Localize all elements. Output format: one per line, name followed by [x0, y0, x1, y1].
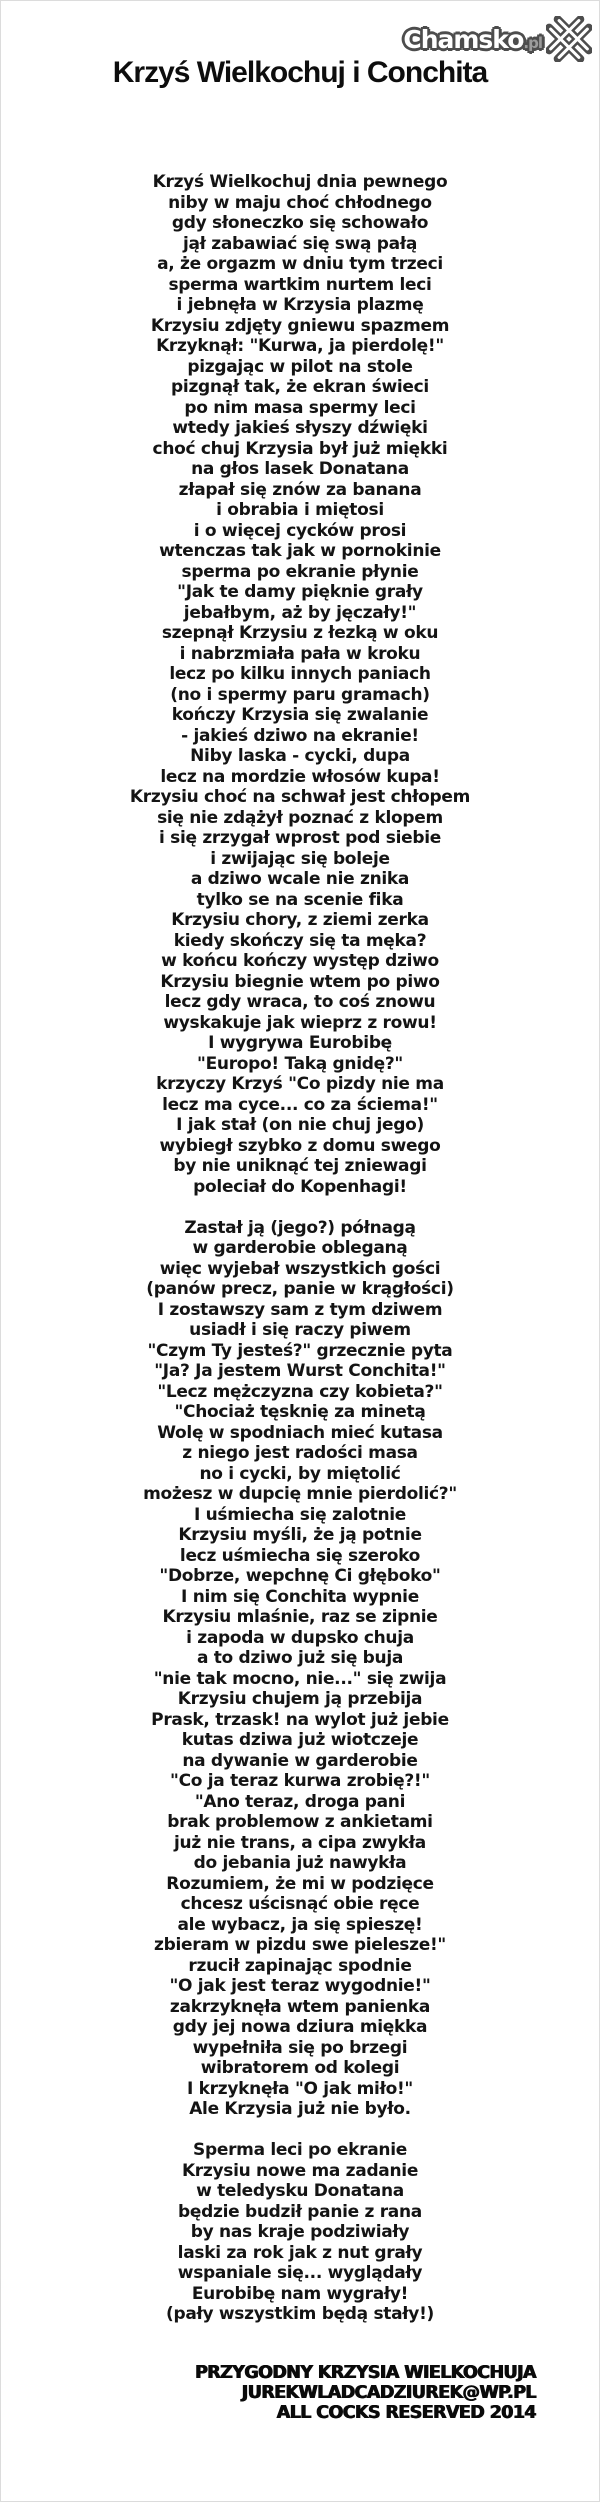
chamsko-logo-text	[403, 25, 542, 54]
poem-line: złapał się znów za banana	[178, 479, 422, 500]
poem-line: Prask, trzask! na wylot już jebie	[151, 1709, 449, 1730]
poem-line: Krzysiu myśli, że ją potnie	[178, 1525, 422, 1545]
poem-line: I uśmiecha się zalotnie	[193, 1504, 407, 1525]
poem-line: się nie zdążył poznać z klopem	[157, 807, 443, 828]
poem-line: Niby laska - cycki, dupa	[190, 746, 410, 766]
poem-line: lecz na mordzie włosów kupa!	[160, 766, 440, 787]
poem-line: (pały wszystkim będą stały!)	[165, 2304, 435, 2324]
poem-line: poleciał do Kopenhagi!	[193, 1176, 407, 1197]
poem-line: I wygrywa Eurobibę	[208, 1033, 392, 1053]
poem-line: gdy jej nowa dziura miękka	[172, 2017, 428, 2037]
poem-line: by nas kraje podziwiały	[190, 2222, 410, 2242]
poem-line: Krzysiu biegnie wtem po piwo	[160, 971, 440, 992]
poem-line: zakrzyknęła wtem panienka	[169, 1996, 431, 2017]
logo-tld: .pl	[523, 33, 542, 52]
poem-line: wtedy jakieś słyszy dźwięki	[172, 418, 428, 438]
poem-line: "Ano teraz, droga pani	[194, 1791, 406, 1812]
poem-line: już nie trans, a cipa zwykła	[174, 1832, 426, 1853]
poem-line: lecz uśmiecha się szeroko	[179, 1545, 421, 1566]
poem-line: "O jak jest teraz wygodnie!"	[169, 1976, 431, 1996]
poem-line: - jakieś dziwo na ekranie!	[181, 725, 419, 746]
poem-line: po nim masa spermy leci	[184, 397, 416, 418]
poem	[0, 172, 600, 2325]
poem-line: Sperma leci po ekranie	[193, 2140, 407, 2160]
poem-line: a, że orgazm w dniu tym trzeci	[157, 254, 443, 274]
poem-line: "Lecz mężczyzna czy kobieta?"	[157, 1381, 443, 1402]
poem-line: no i cycki, by miętolić	[199, 1463, 401, 1484]
poem-line: usiadł i się raczy piwem	[189, 1320, 411, 1340]
poem-line: Ale Krzysia już nie było.	[189, 2099, 411, 2119]
poem-line: Rozumiem, że mi w podzięce	[166, 1873, 434, 1894]
poem-line: I nim się Conchita wypnie	[181, 1586, 419, 1607]
stanza	[0, 172, 600, 1197]
poem-line: lecz gdy wraca, to coś znowu	[164, 992, 436, 1012]
poem-line: jebałbym, aż by jęczały!"	[183, 602, 417, 623]
poem-line: będzie budził panie z rana	[178, 2201, 422, 2222]
chamsko-logo	[403, 16, 592, 62]
poem-line: sperma wartkim nurtem leci	[168, 274, 432, 295]
poem-line: "Jak te damy pięknie grały	[177, 582, 423, 602]
poem-line: wybiegł szybko z domu swego	[159, 1135, 441, 1156]
poem-line: a to dziwo już się buja	[196, 1648, 404, 1668]
poem-line: i nabrzmiała pała w kroku	[179, 643, 421, 664]
poem-line: Krzyknął: "Kurwa, ja pierdolę!"	[156, 336, 444, 356]
poem-line: i zwijając się boleje	[210, 848, 390, 869]
poem-line: ale wybacz, ja się spieszę!	[177, 1914, 423, 1935]
poem-line: w teledysku Donatana	[196, 2181, 404, 2201]
poem-line: (panów precz, panie w krągłości)	[146, 1279, 454, 1299]
poem-line: "Dobrze, wepchnę Ci głęboko"	[159, 1566, 441, 1586]
poem-line: lecz ma cyce... co za ściema!"	[162, 1094, 438, 1115]
poem-line: w garderobie obleganą	[192, 1238, 408, 1258]
poem-line: "nie tak mocno, nie..." się zwija	[153, 1668, 447, 1689]
poem-line: Krzysiu zdjęty gniewu spazmem	[150, 315, 450, 336]
credits-line-copyright: ALL COCKS RESERVED 2014	[276, 2402, 536, 2423]
poem-line: rzucił zapinając spodnie	[188, 1955, 412, 1976]
poem-line: I zostawszy sam z tym dziwem	[157, 1299, 443, 1320]
poem-line: lecz po kilku innych paniach	[169, 664, 431, 684]
credits-block	[0, 2363, 600, 2423]
poem-line: więc wyjebał wszystkich gości	[159, 1258, 441, 1279]
poem-line: pizgając w pilot na stole	[187, 356, 413, 377]
poem-line: Krzysiu chujem ją przebija	[177, 1689, 423, 1709]
poem-line: Krzysiu chory, z ziemi zerka	[171, 910, 429, 930]
poem-line: Zastał ją (jego?) półnagą	[184, 1217, 416, 1238]
poem-line: kiedy skończy się ta męka?	[173, 930, 427, 951]
poem-line: "Chociaż tęsknię za minetą	[174, 1402, 426, 1422]
poem-line: "Co ja teraz kurwa zrobię?!"	[170, 1771, 430, 1791]
poem-line: niby w maju choć chłodnego	[168, 192, 432, 213]
poem-line: do jebania już nawykła	[193, 1853, 407, 1873]
poem-line: zbieram w pizdu swe pielesze!"	[154, 1935, 446, 1955]
hash-waffle-icon	[546, 16, 592, 62]
poem-line: w końcu kończy występ dziwo	[161, 951, 439, 971]
poem-line: i jebnęła w Krzysia plazmę	[176, 295, 424, 315]
poem-line: na dywanie w garderobie	[182, 1750, 418, 1771]
poem-line: wibratorem od kolegi	[200, 2058, 400, 2078]
poem-line: i zapoda w dupsko chuja	[186, 1627, 414, 1648]
poem-line: na głos lasek Donatana	[191, 459, 409, 479]
poem-line: "Czym Ty jesteś?" grzecznie pyta	[147, 1340, 453, 1361]
poem-line: z niego jest radości masa	[182, 1443, 418, 1463]
poem-line: kończy Krzysia się zwalanie	[171, 705, 429, 725]
poem-line: szepnął Krzysiu z łezką w oku	[161, 623, 439, 643]
poem-line: pizgnął tak, że ekran świeci	[171, 377, 429, 397]
poem-line: tylko se na scenie fika	[196, 889, 404, 910]
poem-line: wtenczas tak jak w pornokinie	[159, 541, 441, 561]
poem-line: sperma po ekranie płynie	[181, 561, 419, 582]
poem-line: (no i spermy paru gramach)	[170, 684, 430, 705]
stanza	[0, 2140, 600, 2325]
poem-line: Krzyś Wielkochuj dnia pewnego	[152, 172, 448, 192]
poem-line: Eurobibę nam wygrały!	[191, 2283, 409, 2304]
credits-line-email: JUREKWLADCADZIUREK@WP.PL	[241, 2382, 536, 2403]
poem-line: wspaniale się... wyglądały	[177, 2263, 423, 2283]
poem-line: wypełniła się po brzegi	[192, 2037, 408, 2058]
poem-line: i się zrzygał wprost pod siebie	[159, 828, 441, 848]
poem-line: a dziwo wcale nie znika	[190, 869, 410, 889]
poem-line: krzyczy Krzyś "Co pizdy nie ma	[156, 1074, 444, 1094]
poem-line: I krzyknęła "O jak miło!"	[187, 2078, 413, 2099]
poem-line: i obrabia i miętosi	[216, 500, 384, 520]
credits-line-author: PRZYGODNY KRZYSIA WIELKOCHUJA	[195, 2362, 536, 2383]
poem-line: Krzysiu nowe ma zadanie	[181, 2160, 419, 2181]
poem-line: i o więcej cycków prosi	[193, 520, 407, 541]
poem-line: gdy słoneczko się schowało	[171, 213, 429, 233]
poem-line: wyskakuje jak wieprz z rowu!	[163, 1012, 437, 1033]
stanza	[0, 1218, 600, 2120]
poem-line: "Ja? Ja jestem Wurst Conchita!"	[154, 1361, 446, 1381]
page-title: Krzyś Wielkochuj i Conchita	[112, 56, 488, 89]
poem-line: chcesz uścisnąć obie ręce	[180, 1894, 420, 1914]
poem-line: Wolę w spodniach mieć kutasa	[157, 1422, 443, 1443]
logo-wordmark: Chamsko	[403, 24, 524, 54]
poem-line: I jak stał (on nie chuj jego)	[176, 1115, 424, 1135]
poem-line: Krzysiu choć na schwał jest chłopem	[129, 787, 471, 807]
poem-line: "Europo! Taką gnidę?"	[197, 1053, 403, 1074]
poem-line: laski za rok jak z nut grały	[177, 2242, 423, 2263]
poem-line: możesz w dupcię mnie pierdolić?"	[143, 1484, 457, 1504]
poem-line: choć chuj Krzysia był już miękki	[152, 438, 448, 459]
poem-line: kutas dziwa już wiotczeje	[181, 1730, 419, 1750]
poem-line: brak problemow z ankietami	[167, 1812, 433, 1832]
poem-line: by nie uniknąć tej zniewagi	[173, 1156, 427, 1176]
poem-line: jął zabawiać się swą pałą	[182, 233, 418, 254]
poem-line: Krzysiu mlaśnie, raz se zipnie	[162, 1607, 438, 1627]
